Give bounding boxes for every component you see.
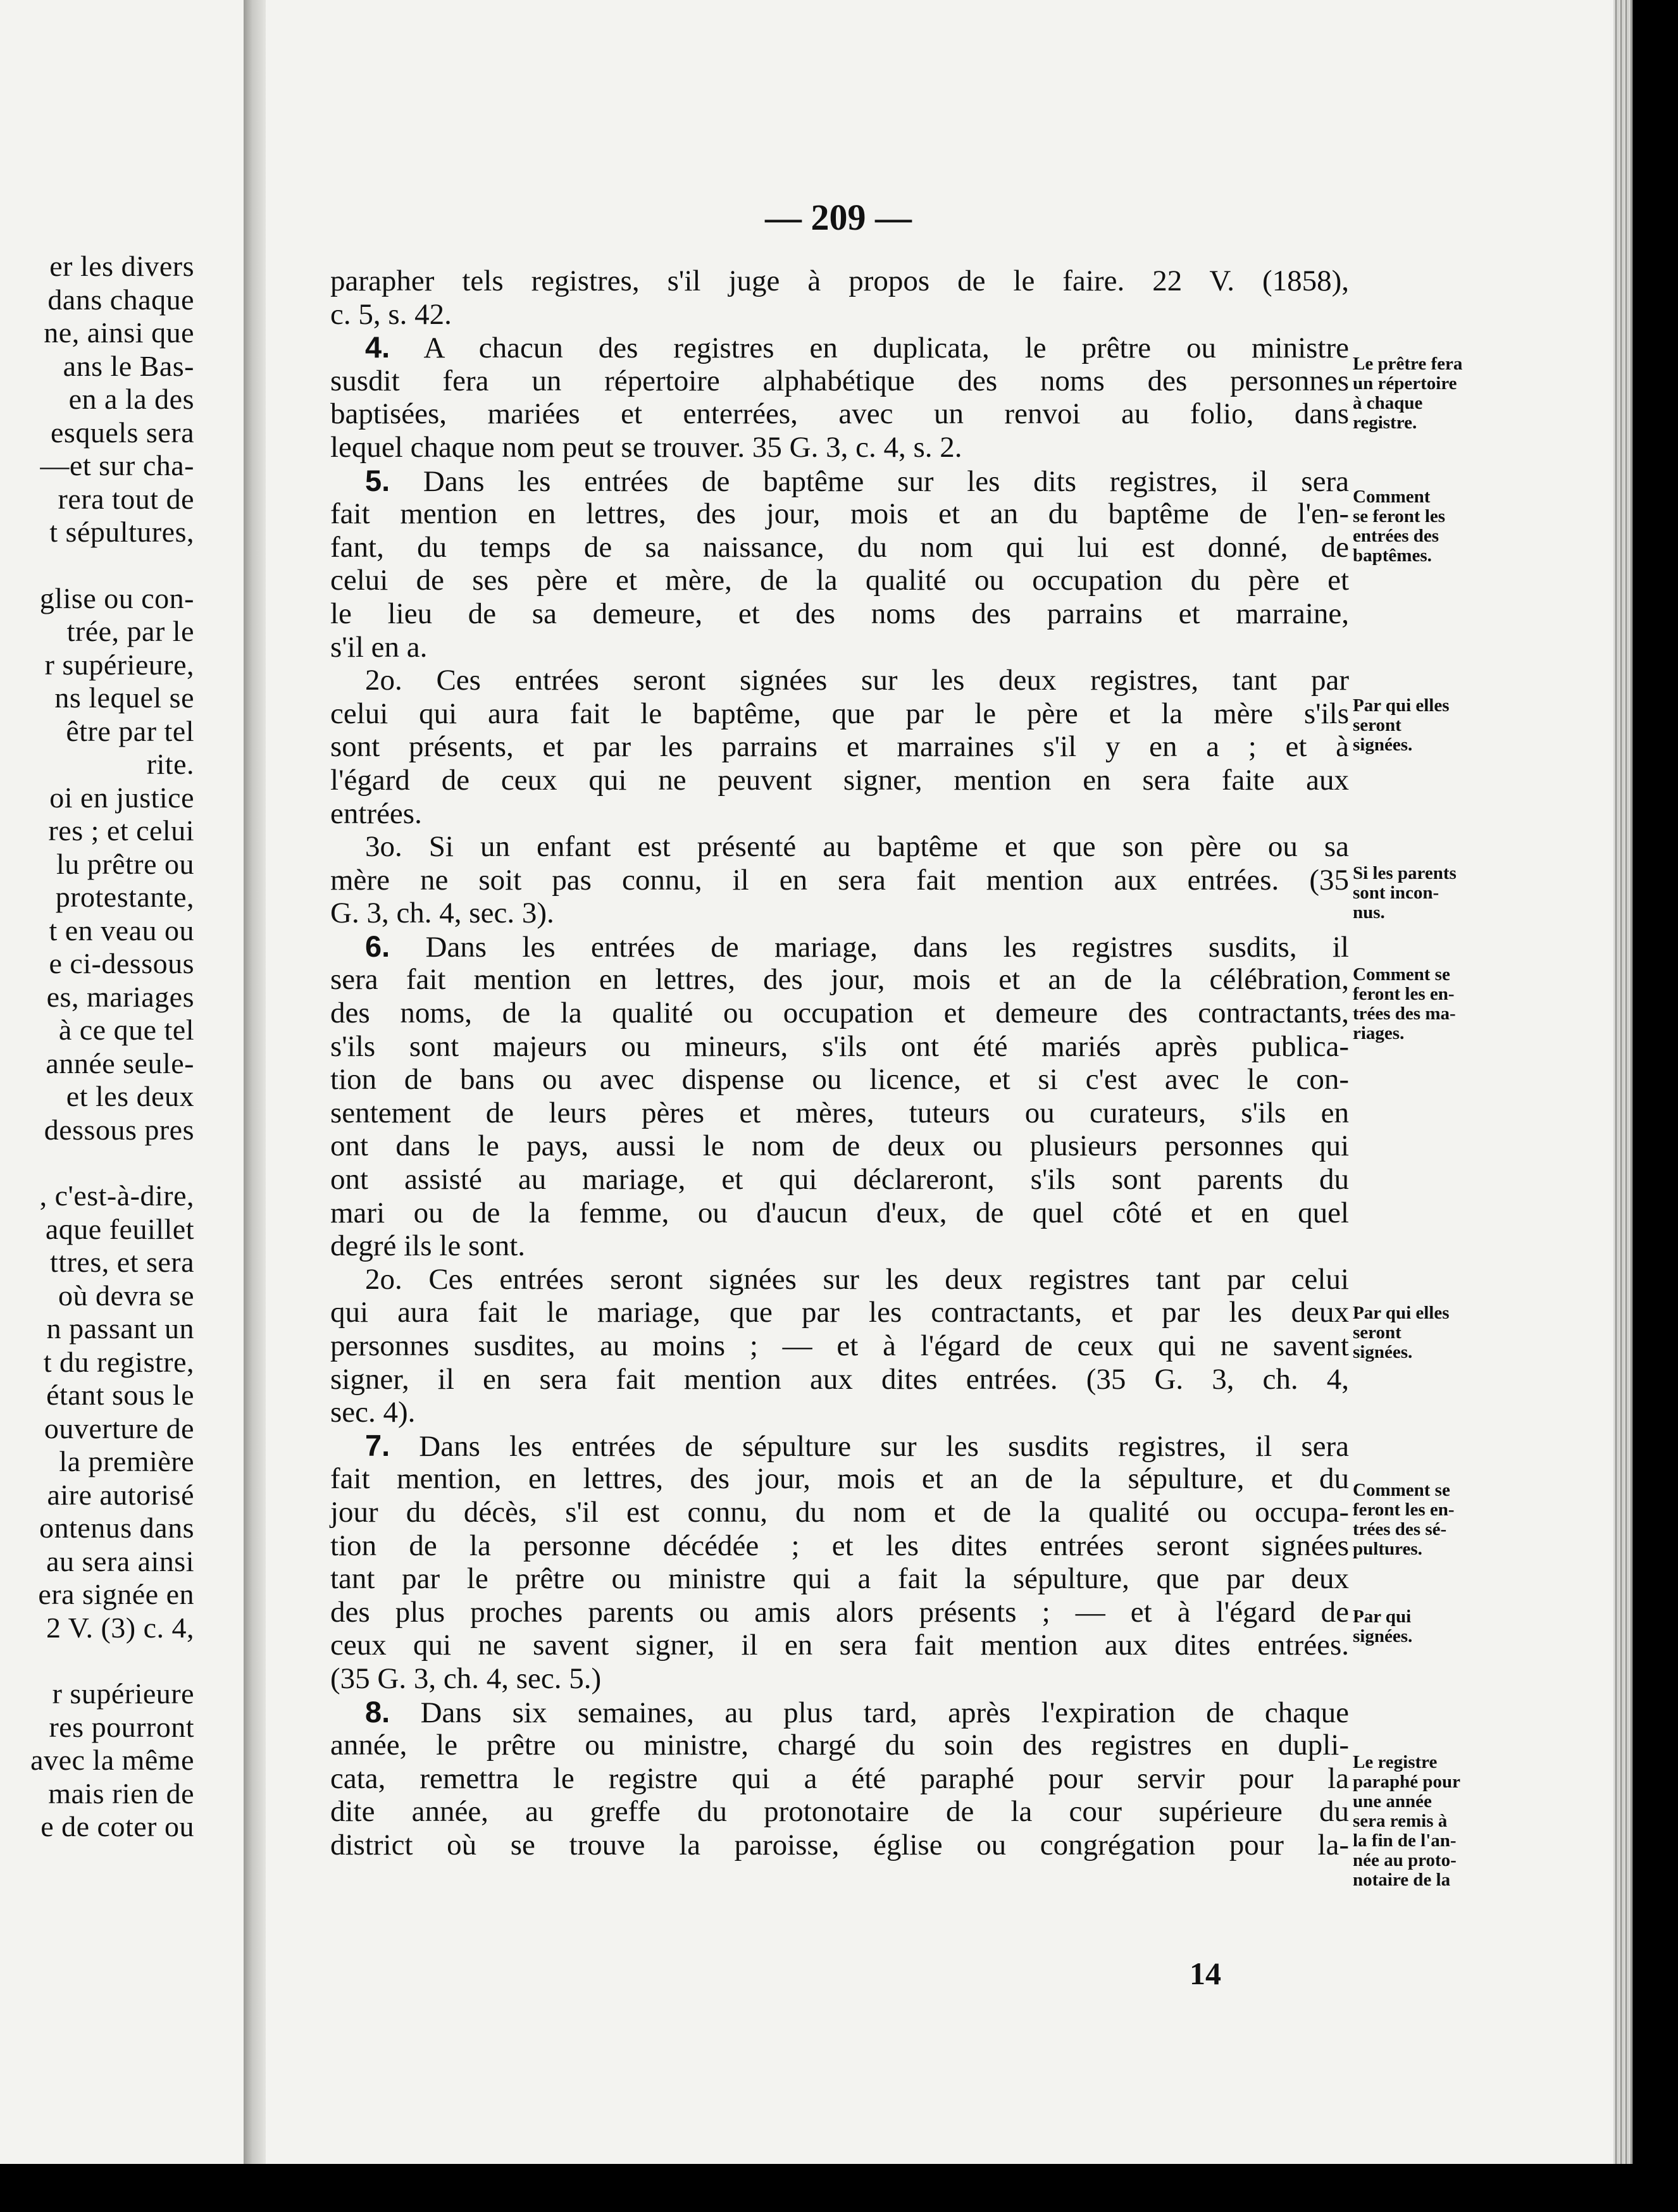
line-text: fait mention, en lettres, des jour, mois et an de la sépulture, et du	[330, 1462, 1349, 1496]
line-text: susdit fera un répertoire alphabétique des noms des personnes	[330, 364, 1349, 397]
previous-page-line: mais rien de	[48, 1777, 194, 1810]
article-number: 5.	[365, 463, 390, 497]
margin-note-line: un répertoire	[1353, 373, 1457, 394]
previous-page-line: glise ou con-	[39, 581, 194, 614]
text-line	[330, 1030, 1349, 1064]
margin-note-line: seront	[1353, 715, 1401, 735]
scan-background	[0, 2164, 1678, 2212]
text-line	[330, 1662, 1349, 1696]
previous-page-line: avec la même	[30, 1744, 194, 1776]
previous-page-line: à ce que tel	[58, 1014, 194, 1046]
previous-page-line: t en veau ou	[49, 914, 194, 947]
previous-page-line: t sépultures,	[49, 516, 194, 548]
text-line	[330, 764, 1349, 797]
line-text: personnes susdites, au moins ; — et à l'égard de ceux qui ne savent	[330, 1329, 1349, 1362]
line-text: mari ou de la femme, ou d'aucun d'eux, de quel côté et en quel	[330, 1196, 1349, 1229]
previous-page-line: rera tout de	[58, 482, 194, 515]
previous-page-line: es, mariages	[46, 980, 194, 1013]
previous-page-line: au sera ainsi	[46, 1544, 194, 1577]
text-line	[330, 397, 1349, 431]
text-line	[330, 1596, 1349, 1629]
line-text: qui aura fait le mariage, que par les contractants, et par les deux	[330, 1296, 1349, 1329]
line-text: sentement de leurs pères et mères, tuteurs ou curateurs, s'ils en	[330, 1096, 1349, 1129]
text-line	[330, 1529, 1349, 1563]
text-line	[330, 963, 1349, 997]
margin-note	[1353, 864, 1555, 923]
page-edge	[1613, 0, 1632, 2164]
text-line	[330, 298, 1349, 332]
previous-page-line: era signée en	[38, 1578, 194, 1610]
margin-note-line: baptêmes.	[1353, 545, 1432, 566]
previous-page-fragment	[0, 0, 244, 2212]
margin-note-line: sera remis à	[1353, 1811, 1448, 1831]
line-text: tant par le prêtre ou ministre qui a fait la sépulture, que par deux	[330, 1562, 1349, 1596]
text-line	[330, 1363, 1349, 1396]
margin-note	[1353, 354, 1555, 433]
line-text: Dans six semaines, au plus tard, après l'expiration de chaque	[390, 1696, 1349, 1729]
text-line	[330, 1196, 1349, 1230]
margin-note-line: se feront les	[1353, 506, 1446, 526]
margin-note-line: trées des ma-	[1353, 1003, 1456, 1024]
line-text: le lieu de sa demeure, et des noms des parrains et marraine,	[330, 597, 1349, 630]
previous-page-line: res pourront	[49, 1710, 194, 1743]
line-text: année, le prêtre ou ministre, chargé du soin des registres en dupli-	[330, 1729, 1349, 1762]
margin-note-line: signées.	[1353, 1626, 1413, 1646]
previous-page-line	[0, 1146, 194, 1179]
line-text: tion de bans ou avec dispense ou licence, et si c'est avec le con-	[330, 1063, 1349, 1097]
text-line	[330, 1263, 1349, 1296]
previous-page-line: dessous pres	[44, 1113, 194, 1146]
previous-page-line: protestante,	[55, 881, 194, 913]
text-line	[330, 1429, 1349, 1463]
text-line	[330, 597, 1349, 631]
margin-note-line: Comment	[1353, 487, 1431, 507]
line-text: entrées.	[330, 797, 422, 830]
margin-note	[1353, 1753, 1555, 1890]
previous-page-line	[0, 549, 194, 582]
line-text: celui de ses père et mère, de la qualité ou occupation du père et	[330, 564, 1349, 597]
line-text: Dans les entrées de sépulture sur les susdits registres, il sera	[390, 1429, 1349, 1463]
previous-page-line: année seule-	[46, 1047, 194, 1079]
previous-page-line: être par tel	[66, 714, 194, 747]
article-number: 6.	[365, 929, 390, 963]
margin-note-line: Par qui	[1353, 1606, 1412, 1627]
previous-page-line: la première	[59, 1445, 194, 1477]
text-line	[330, 1163, 1349, 1196]
margin-note-line: seront	[1353, 1322, 1401, 1343]
text-line	[330, 564, 1349, 597]
margin-note	[1353, 487, 1555, 566]
line-text: fait mention en lettres, des jour, mois et an du baptême de l'en-	[330, 497, 1349, 531]
margin-note-line: feront les en-	[1353, 1500, 1455, 1520]
text-line	[330, 897, 1349, 930]
line-text: degré ils le sont.	[330, 1229, 526, 1263]
margin-note-line: notaire de la	[1353, 1870, 1451, 1890]
line-text: G. 3, ch. 4, sec. 3).	[330, 897, 554, 930]
line-text: sera fait mention en lettres, des jour, mois et an de la célébration,	[330, 963, 1349, 997]
line-text: signer, il en sera fait mention aux dites entrées. (35 G. 3, ch. 4,	[330, 1362, 1349, 1396]
text-line	[330, 1329, 1349, 1363]
page-number: — 209 —	[765, 197, 912, 238]
margin-note-line: Si les parents	[1353, 863, 1457, 883]
line-text: district où se trouve la paroisse, église ou congrégation pour la-	[330, 1828, 1349, 1861]
margin-note-line: Comment se	[1353, 964, 1450, 985]
line-text: celui qui aura fait le baptême, que par le père et la mère s'ils	[330, 697, 1349, 730]
previous-page-line: t du registre,	[43, 1345, 194, 1378]
text-line	[330, 1063, 1349, 1097]
margin-note-line: trées des sé-	[1353, 1519, 1447, 1539]
article-number: 7.	[365, 1428, 390, 1462]
body-text	[330, 264, 1349, 1862]
text-line	[330, 1829, 1349, 1862]
text-line	[330, 497, 1349, 531]
text-line	[330, 1795, 1349, 1829]
line-text: dite année, au greffe du protonotaire de la cour supérieure du	[330, 1795, 1349, 1829]
previous-page-line: aire autorisé	[47, 1478, 194, 1511]
margin-note-line: Par qui elles	[1353, 1303, 1450, 1323]
text-line	[330, 864, 1349, 897]
line-text: (35 G. 3, ch. 4, sec. 5.)	[330, 1662, 602, 1695]
line-text: fant, du temps de sa naissance, du nom qui lui est donné, de	[330, 530, 1349, 564]
line-text: c. 5, s. 42.	[330, 297, 452, 331]
margin-note-line: registre.	[1353, 413, 1417, 433]
text-line	[330, 1629, 1349, 1662]
previous-page-line: esquels sera	[51, 416, 194, 449]
line-text: 2o. Ces entrées seront signées sur les deux registres, tant par	[365, 664, 1349, 697]
line-text: ceux qui ne savent signer, il en sera fait mention aux dites entrées.	[330, 1629, 1349, 1662]
margin-note	[1353, 1303, 1555, 1362]
margin-note-line: entrées des	[1353, 526, 1439, 546]
text-line	[330, 1229, 1349, 1263]
line-text: cata, remettra le registre qui a été paraphé pour servir pour la	[330, 1762, 1349, 1795]
text-line	[330, 264, 1349, 298]
line-text: jour du décès, s'il est connu, du nom et de la qualité ou occupa-	[330, 1495, 1349, 1529]
previous-page-line: dans chaque	[47, 283, 194, 316]
previous-page-line: r supérieure,	[44, 648, 194, 681]
margin-note-line: signées.	[1353, 1342, 1413, 1362]
text-line	[330, 697, 1349, 731]
previous-page-line: ttres, et sera	[50, 1246, 194, 1278]
line-text: ont dans le pays, aussi le nom de deux ou plusieurs personnes qui	[330, 1129, 1349, 1163]
margin-note	[1353, 696, 1555, 755]
margin-note-line: Le registre	[1353, 1752, 1438, 1772]
margin-note	[1353, 1481, 1555, 1559]
previous-page-line: ans le Bas-	[63, 349, 194, 382]
margin-note-line: une année	[1353, 1791, 1432, 1811]
line-text: A chacun des registres en duplicata, le prêtre ou ministre	[390, 332, 1349, 365]
text-line	[330, 431, 1349, 464]
article-number: 8.	[365, 1694, 390, 1729]
book-gutter	[244, 0, 266, 2212]
signature-mark: 14	[1190, 1956, 1221, 1991]
margin-note-line: Le prêtre fera	[1353, 354, 1463, 374]
previous-page-line: ne, ainsi que	[44, 316, 194, 349]
text-line	[330, 464, 1349, 498]
text-line	[330, 1496, 1349, 1529]
margin-note-line: Par qui elles	[1353, 695, 1450, 716]
previous-page-line: et les deux	[66, 1080, 194, 1112]
line-text: parapher tels registres, s'il juge à propos de le faire. 22 V. (1858),	[330, 264, 1349, 297]
text-line	[330, 997, 1349, 1030]
line-text: baptisées, mariées et enterrées, avec un renvoi au folio, dans	[330, 397, 1349, 431]
margin-note-line: née au proto-	[1353, 1850, 1457, 1870]
previous-page-line: étant sous le	[46, 1379, 194, 1411]
text-line	[330, 1097, 1349, 1130]
text-line	[330, 631, 1349, 664]
previous-page-line: , c'est-à-dire,	[39, 1179, 194, 1212]
previous-page-line: res ; et celui	[48, 814, 194, 847]
previous-page-line: ontenus dans	[39, 1512, 194, 1544]
line-text: ont assisté au mariage, et qui déclareront, s'ils sont parents du	[330, 1163, 1349, 1196]
line-text: mère ne soit pas connu, il en sera fait mention aux entrées. (35	[330, 863, 1349, 897]
text-line	[330, 331, 1349, 364]
line-text: tion de la personne décédée ; et les dites entrées seront signées	[330, 1529, 1349, 1562]
text-line	[330, 1129, 1349, 1163]
margin-note-line: riages.	[1353, 1023, 1405, 1043]
text-line	[330, 1462, 1349, 1496]
line-text: des plus proches parents ou amis alors présents ; — et à l'égard de	[330, 1595, 1349, 1629]
text-line	[330, 1396, 1349, 1429]
line-text: Dans les entrées de mariage, dans les registres susdits, il	[390, 930, 1349, 964]
previous-page-line: r supérieure	[52, 1677, 194, 1710]
previous-page-line: e ci-dessous	[49, 947, 194, 979]
previous-page-line: rite.	[146, 748, 194, 780]
margin-note	[1353, 1607, 1555, 1646]
previous-page-line: lu prêtre ou	[56, 847, 194, 880]
text-line	[330, 1696, 1349, 1729]
previous-page-line: où devra se	[58, 1279, 194, 1312]
margin-note-line: la fin de l'an-	[1353, 1830, 1457, 1851]
text-line	[330, 364, 1349, 398]
margin-note	[1353, 965, 1555, 1043]
text-line	[330, 1762, 1349, 1796]
margin-note-line: Comment se	[1353, 1480, 1450, 1500]
previous-page-line: ns lequel se	[54, 681, 194, 714]
line-text: l'égard de ceux qui ne peuvent signer, mention en sera faite aux	[330, 763, 1349, 797]
margin-note-line: signées.	[1353, 735, 1413, 755]
previous-page-line: en a la des	[68, 383, 194, 415]
text-line	[330, 1562, 1349, 1596]
previous-page-line: trée, par le	[66, 615, 194, 647]
text-line	[330, 1296, 1349, 1329]
previous-page-line: 2 V. (3) c. 4,	[46, 1611, 194, 1644]
text-line	[330, 830, 1349, 864]
text-line	[330, 664, 1349, 697]
text-line	[330, 730, 1349, 764]
line-text: sec. 4).	[330, 1396, 416, 1429]
text-line	[330, 1729, 1349, 1762]
text-line	[330, 531, 1349, 564]
margin-note-line: nus.	[1353, 902, 1385, 923]
previous-page-line: aque feuillet	[45, 1212, 194, 1245]
previous-page-line: —et sur cha-	[40, 449, 194, 482]
previous-page-line: er les divers	[49, 250, 194, 282]
line-text: des noms, de la qualité ou occupation et demeure des contractants,	[330, 997, 1349, 1030]
previous-page-text	[0, 250, 194, 1844]
line-text: lequel chaque nom peut se trouver. 35 G. 3, c. 4, s. 2.	[330, 430, 962, 464]
text-line	[330, 797, 1349, 831]
margin-note-line: à chaque	[1353, 393, 1423, 413]
line-text: 3o. Si un enfant est présenté au baptême et que son père ou sa	[365, 830, 1349, 864]
margin-note-line: feront les en-	[1353, 984, 1455, 1004]
previous-page-line: e de coter ou	[40, 1810, 194, 1842]
previous-page-line: n passant un	[46, 1312, 194, 1345]
line-text: s'ils sont majeurs ou mineurs, s'ils ont été mariés après publica-	[330, 1029, 1349, 1063]
margin-note-line: pultures.	[1353, 1539, 1422, 1559]
previous-page-line: ouverture de	[44, 1412, 194, 1445]
line-text: sont présents, et par les parrains et marraines s'il y en a ; et à	[330, 730, 1349, 764]
article-number: 4.	[365, 330, 390, 364]
line-text: Dans les entrées de baptême sur les dits registres, il sera	[390, 464, 1349, 498]
margin-note-line: paraphé pour	[1353, 1772, 1461, 1792]
previous-page-line: oi en justice	[49, 781, 194, 814]
previous-page-line	[0, 1644, 194, 1677]
line-text: 2o. Ces entrées seront signées sur les deux registres tant par celui	[365, 1262, 1349, 1296]
text-line	[330, 930, 1349, 964]
margin-note-line: sont incon-	[1353, 883, 1439, 903]
line-text: s'il en a.	[330, 630, 428, 664]
